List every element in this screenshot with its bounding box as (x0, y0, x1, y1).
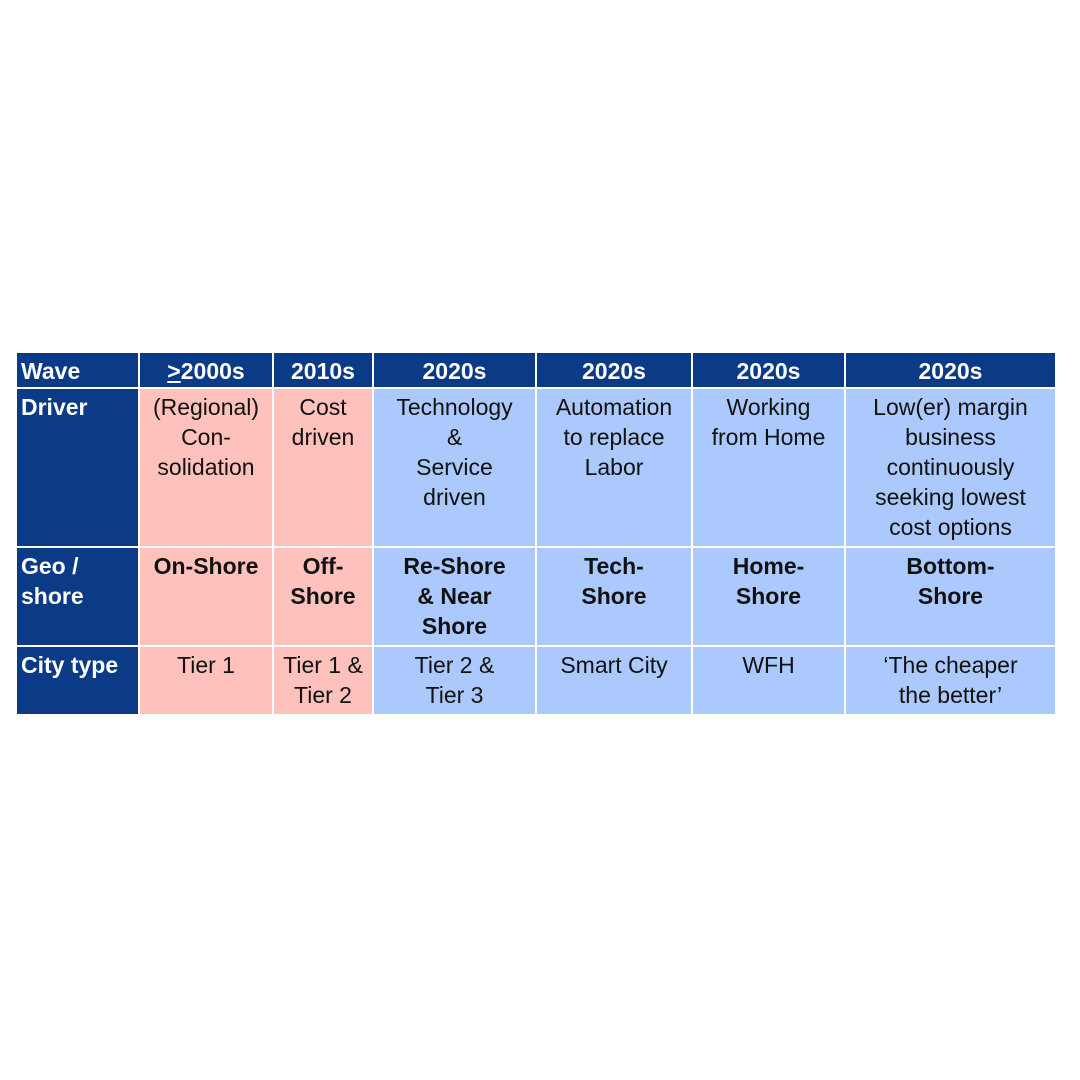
city-type-row-label: City type (16, 646, 139, 715)
shore-cell: Off- Shore (273, 547, 373, 646)
wave-3-header: 2020s (373, 352, 536, 388)
driver-cell: Automation to replace Labor (536, 388, 692, 547)
wave-2-header: 2010s (273, 352, 373, 388)
wave-1-header (139, 352, 273, 388)
city-type-cell: Tier 2 & Tier 3 (373, 646, 536, 715)
city-type-cell: ‘The cheaper the better’ (845, 646, 1056, 715)
driver-cell: Technology & Service driven (373, 388, 536, 547)
wave-1-label: 2000s (180, 358, 245, 384)
city-type-cell: Tier 1 (139, 646, 273, 715)
driver-cell: Cost driven (273, 388, 373, 547)
driver-row-label: Driver (16, 388, 139, 547)
driver-cell: (Regional) Con- solidation (139, 388, 273, 547)
driver-row (16, 388, 1056, 547)
shore-cell: Home- Shore (692, 547, 845, 646)
shore-cell: Tech- Shore (536, 547, 692, 646)
shore-cell: Re-Shore & Near Shore (373, 547, 536, 646)
wave-row-label: Wave (16, 352, 139, 388)
driver-cell: Working from Home (692, 388, 845, 547)
shore-cell: On-Shore (139, 547, 273, 646)
geo-shore-row (16, 547, 1056, 646)
city-type-cell: WFH (692, 646, 845, 715)
geo-shore-row-label: Geo / shore (16, 547, 139, 646)
wave-row (16, 352, 1056, 388)
wave-5-header: 2020s (692, 352, 845, 388)
wave-4-header: 2020s (536, 352, 692, 388)
city-type-cell: Tier 1 & Tier 2 (273, 646, 373, 715)
waves-table (15, 351, 1057, 716)
wave-6-header: 2020s (845, 352, 1056, 388)
driver-cell: Low(er) margin business continuously seeking lowest cost options (845, 388, 1056, 547)
shore-cell: Bottom- Shore (845, 547, 1056, 646)
city-type-cell: Smart City (536, 646, 692, 715)
greater-equal-sign: > (167, 358, 181, 384)
city-type-row (16, 646, 1056, 715)
